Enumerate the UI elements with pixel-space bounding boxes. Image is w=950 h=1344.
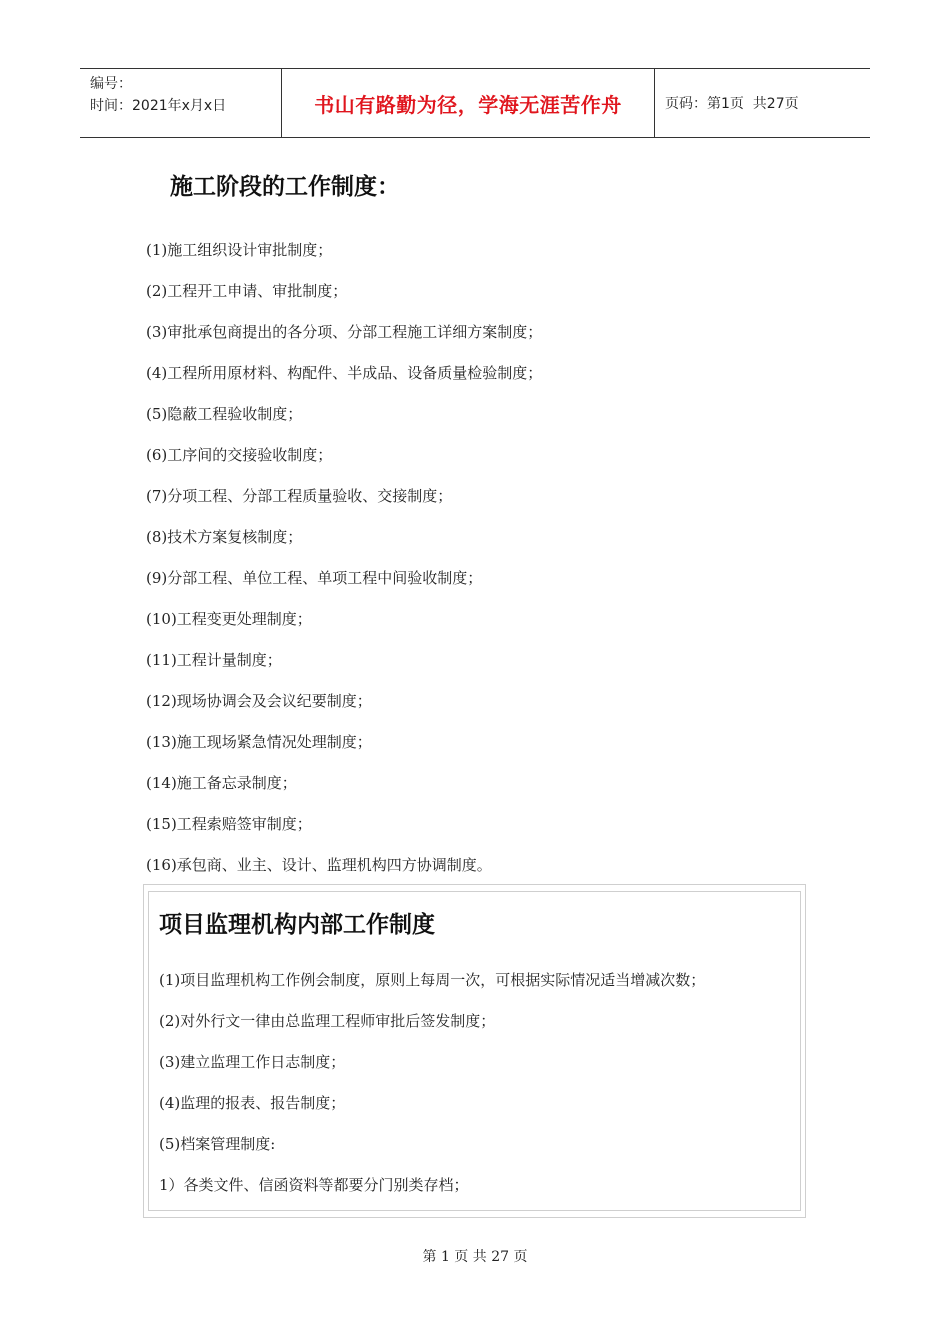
motto-text: 书山有路勤为径，学海无涯苦作舟 — [314, 92, 622, 117]
list-item: (11)工程计量制度； — [146, 651, 282, 669]
page-info: 页码：第1页 共27页 — [665, 96, 799, 112]
date-line: 时间：2021年x月x日 — [90, 98, 227, 114]
header-motto-cell — [282, 69, 655, 137]
list-item: (13)施工现场紧急情况处理制度； — [146, 733, 372, 751]
serial-number-label: 编号： — [90, 76, 132, 92]
list-item: (9)分部工程、单位工程、单项工程中间验收制度； — [146, 569, 483, 587]
list-item: (1)项目监理机构工作例会制度，原则上每周一次，可根据实际情况适当增减次数； — [159, 971, 706, 989]
internal-rules-list — [159, 960, 705, 1206]
construction-stage-rules-list — [146, 230, 542, 886]
list-item: (8)技术方案复核制度； — [146, 528, 303, 546]
list-item: (12)现场协调会及会议纪要制度； — [146, 692, 372, 710]
list-item: (5)隐蔽工程验收制度； — [146, 405, 303, 423]
list-item: (7)分项工程、分部工程质量验收、交接制度； — [146, 487, 453, 505]
list-item: (5)档案管理制度: — [159, 1135, 276, 1153]
header-page-cell — [655, 69, 870, 137]
header-meta-cell — [80, 69, 282, 137]
internal-rules-box — [143, 884, 806, 1218]
page-footer: 第 1 页 共 27 页 — [422, 1249, 528, 1265]
list-item: (3)审批承包商提出的各分项、分部工程施工详细方案制度； — [146, 323, 543, 341]
list-item: (15)工程索赔签审制度； — [146, 815, 312, 833]
list-item: (14)施工备忘录制度； — [146, 774, 297, 792]
list-item: (6)工序间的交接验收制度； — [146, 446, 333, 464]
internal-rules-box-inner — [148, 891, 801, 1211]
list-item: (2)工程开工申请、审批制度； — [146, 282, 348, 300]
list-item: (10)工程变更处理制度； — [146, 610, 312, 628]
list-item: 1）各类文件、信函资料等都要分门别类存档； — [159, 1176, 469, 1194]
section-title-construction-stage: 施工阶段的工作制度： — [170, 174, 400, 200]
list-item: (4)监理的报表、报告制度； — [159, 1094, 346, 1112]
section-title-internal-rules: 项目监理机构内部工作制度 — [159, 912, 435, 938]
document-header — [80, 68, 870, 138]
list-item: (16)承包商、业主、设计、监理机构四方协调制度。 — [146, 856, 492, 874]
list-item: (4)工程所用原材料、构配件、半成品、设备质量检验制度； — [146, 364, 543, 382]
list-item: (3)建立监理工作日志制度； — [159, 1053, 346, 1071]
list-item: (2)对外行文一律由总监理工程师审批后签发制度； — [159, 1012, 496, 1030]
list-item: (1)施工组织设计审批制度； — [146, 241, 333, 259]
